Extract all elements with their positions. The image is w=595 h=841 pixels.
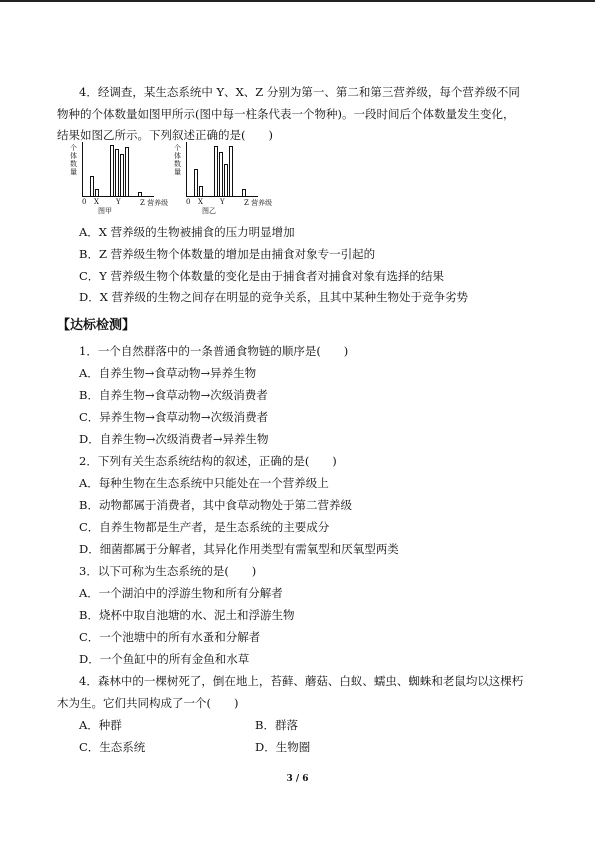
figure-jia-xlabel-x: X [94,198,99,206]
figure-yi-bar [214,146,218,196]
q4b-line-2: 木为生。它们共同构成了一个( ) [57,696,239,710]
figure-yi-bar [229,146,233,196]
figure-jia-xlabel-y: Y [116,198,121,206]
q2-stem: 2．下列有关生态系统结构的叙述，正确的是( ) [79,454,337,468]
figure-jia-caption: 图甲 [98,207,112,215]
figure-yi-xlabel-x: X [198,198,203,206]
figure-jia-ylabel: 个体数量 [70,144,77,176]
figure-yi-bar [194,169,198,196]
figure-jia-bar [125,147,129,196]
q4b-option-c: C．生态系统 [79,740,146,754]
q4-option-c: C．Y 营养级生物个体数量的变化是由于捕食者对捕食对象有选择的结果 [79,269,445,283]
figure-yi-ylabel: 个体数量 [174,144,181,176]
q1-stem: 1．一个自然群落中的一条普通食物链的顺序是( ) [79,344,349,358]
figure-jia-xlabel-z: Z 营养级 [140,199,169,207]
figure-yi-bar [242,189,246,196]
q1-option-c: C．异养生物→食草动物→次级消费者 [79,410,269,424]
figure-jia-bar [120,154,124,196]
figure-yi-y-axis [186,142,187,196]
q3-option-a: A．一个湖泊中的浮游生物和所有分解者 [79,586,283,600]
figure-jia-y-axis [82,142,83,196]
q3-option-c: C．一个池塘中的所有水蚤和分解者 [79,630,261,644]
q2-option-a: A．每种生物在生态系统中只能处在一个营养级上 [79,476,329,490]
q3-stem: 3．以下可称为生态系统的是( ) [79,564,257,578]
figure-yi-xlabel-z: Z 营养级 [244,199,273,207]
header-rule [0,0,595,2]
figure-jia-origin: 0 [82,198,87,206]
q1-option-d: D．自养生物→次级消费者→异养生物 [79,432,269,446]
page-number: 3 / 6 [286,774,309,784]
q4-option-a: A．X 营养级的生物被捕食的压力明显增加 [79,225,295,239]
figure-jia-bar [110,145,114,196]
q2-option-b: B．动物都属于消费者，其中食草动物处于第二营养级 [79,498,352,512]
figure-jia-x-axis [82,196,154,197]
q3-option-d: D．一个鱼缸中的所有金鱼和水草 [79,652,250,666]
q4b-option-b: B．群落 [255,718,298,732]
figure-jia [70,138,169,215]
q4-option-d: D．X 营养级的生物之间存在明显的竞争关系，且其中某种生物处于竞争劣势 [79,290,469,304]
figure-jia-bar [138,192,142,196]
figure-yi-bar [199,186,203,196]
figure-yi-bar [224,164,228,196]
figure-yi-origin: 0 [186,198,191,206]
figure-jia-bar [95,189,99,196]
figure-jia-bar [90,176,94,196]
q4b-option-a: A．种群 [79,718,122,732]
q4-option-b: B．Z 营养级生物个体数量的增加是由捕食对象专一引起的 [79,247,376,261]
figures [70,138,290,214]
section-title: 【达标检测】 [57,318,136,333]
figure-yi [174,138,273,215]
q4b-option-d: D．生物圈 [255,740,311,754]
figure-yi-bar [219,152,223,196]
q2-option-d: D．细菌都属于分解者，其异化作用类型有需氧型和厌氧型两类 [79,542,399,556]
figure-yi-x-axis [186,196,258,197]
q4-line-2: 物种的个体数量如图甲所示(图中每一柱条代表一个物种)。一段时间后个体数量发生变化， [57,107,515,121]
q2-option-c: C．自养生物都是生产者，是生态系统的主要成分 [79,520,330,534]
q4-line-3: 结果如图乙所示。下列叙述正确的是( ) [57,128,273,142]
figure-yi-xlabel-y: Y [220,198,225,206]
q4b-line-1: 4．森林中的一棵树死了，倒在地上，苔藓、蘑菇、白蚁、蠕虫、蜘蛛和老鼠均以这棵朽 [79,674,524,688]
q1-option-a: A．自养生物→食草动物→异养生物 [79,366,257,380]
q1-option-b: B．自养生物→食草动物→次级消费者 [79,388,268,402]
figure-yi-caption: 图乙 [202,207,216,215]
figure-jia-bar [115,149,119,196]
q4-line-1: 4．经调查，某生态系统中 Y、X、Z 分别为第一、第二和第三营养级，每个营养级不同 [79,85,520,99]
q3-option-b: B．烧杯中取自池塘的水、泥土和浮游生物 [79,608,295,622]
